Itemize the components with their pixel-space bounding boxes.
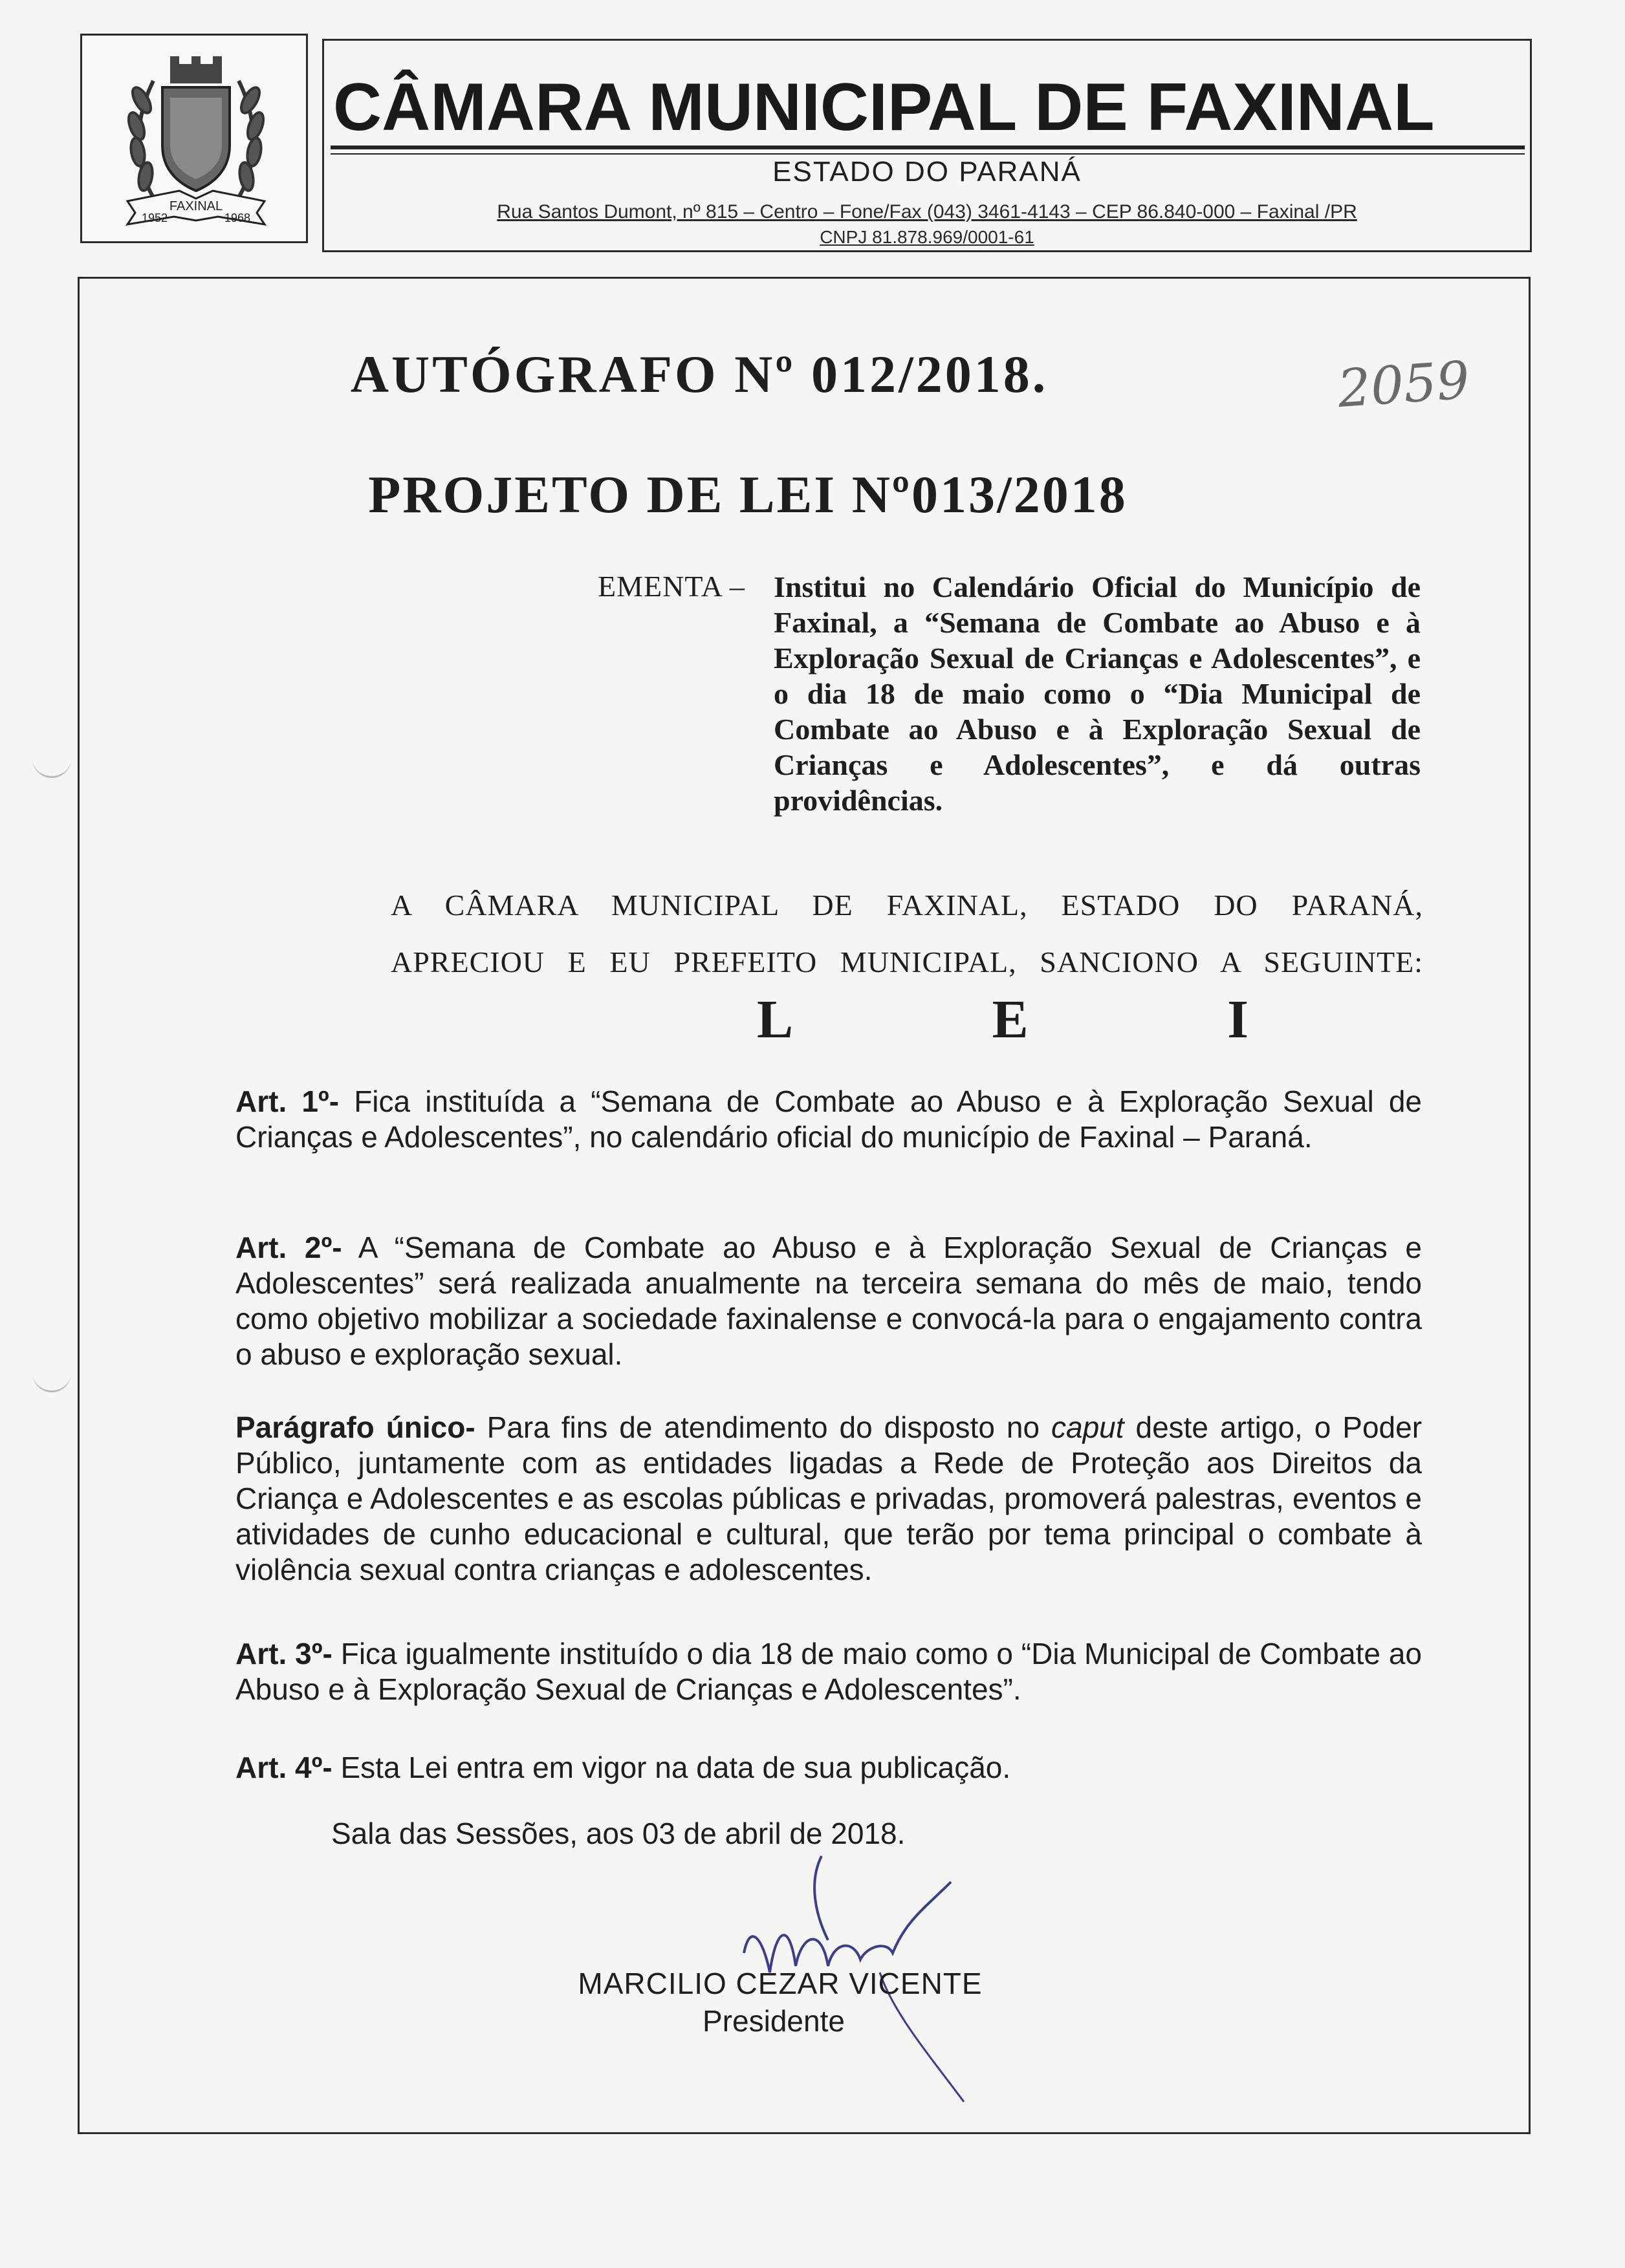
article-label: Art. 4º- — [235, 1751, 333, 1784]
punch-hole-mark — [32, 750, 71, 778]
signer-role: Presidente — [703, 2004, 845, 2038]
article-2 — [235, 1230, 1422, 1372]
coat-of-arms-logo — [108, 55, 284, 230]
preamble-line-2: APRECIOU E EU PREFEITO MUNICIPAL, SANCIONO A SEGUINTE: — [391, 945, 1423, 978]
preamble — [391, 877, 1423, 991]
letterhead-rule — [331, 146, 1525, 149]
ementa-label: EMENTA – — [598, 570, 745, 603]
article-label: Art. 2º- — [235, 1231, 342, 1264]
preamble-line-1: A CÂMARA MUNICIPAL DE FAXINAL, ESTADO DO PARANÁ, — [391, 889, 1423, 922]
paragrafo-caput: caput — [1051, 1410, 1124, 1444]
lei-letter: I — [1227, 989, 1249, 1050]
letterhead-rule-thin — [331, 153, 1525, 155]
letterhead-address: Rua Santos Dumont, nº 815 – Centro – Fone/Fax (043) 3461-4143 – CEP 86.840-000 – Faxinal /PR — [497, 201, 1357, 222]
lei-letter: L — [757, 989, 794, 1050]
letterhead-cnpj: CNPJ 81.878.969/0001-61 — [820, 227, 1034, 247]
logo-year-left: 1952 — [141, 211, 168, 224]
logo-ribbon-text: FAXINAL — [169, 199, 223, 213]
punch-hole-mark — [32, 1365, 71, 1392]
session-date: Sala das Sessões, aos 03 de abril de 2018. — [331, 1817, 906, 1850]
lei-letter: E — [992, 989, 1029, 1050]
letterhead-title: CÂMARA MUNICIPAL DE FAXINAL — [333, 70, 1435, 145]
ementa-text: Institui no Calendário Oficial do Município de Faxinal, a “Semana de Combate ao Abuso e à Exploração Sexual de Crianças e Adolescentes”, e o dia 18 de maio como o “Dia Municipal de Combate ao Abuso e à Exploração Sexual de Crianças e Adolescentes”, e dá outras providências. — [774, 570, 1421, 817]
article-4 — [235, 1750, 1422, 1786]
article-1 — [235, 1084, 1422, 1155]
coat-of-arms-box — [80, 34, 308, 243]
article-label: Art. 3º- — [235, 1637, 333, 1670]
article-text: Esta Lei entra em vigor na data de sua publicação. — [340, 1751, 1011, 1784]
article-3 — [235, 1636, 1422, 1707]
paragrafo-unico — [235, 1410, 1422, 1588]
paragrafo-text-after: deste artigo, o Poder Público, juntamente com as entidades ligadas a Rede de Proteção aos Direitos da Criança e Adolescentes e as escolas públicas e privadas, promoverá palestras, eventos e atividades de cunho educacional e cultural, que terão por tema principal o combate à violência sexual contra crianças e adolescentes. — [235, 1410, 1423, 1586]
paragrafo-text-before: Para fins de atendimento do disposto no — [486, 1410, 1040, 1444]
article-text: A “Semana de Combate ao Abuso e à Exploração Sexual de Crianças e Adolescentes” será realizada anualmente na terceira semana do mês de maio, tendo como objetivo mobilizar a sociedade faxinalense e convocá-la para o engajamento contra o abuso e exploração sexual. — [235, 1231, 1422, 1371]
autografo-title: AUTÓGRAFO Nº 012/2018. — [350, 345, 1049, 404]
logo-year-right: 1968 — [224, 211, 251, 224]
article-label: Art. 1º- — [235, 1085, 340, 1118]
paragrafo-label: Parágrafo único- — [235, 1410, 475, 1444]
lei-heading — [757, 988, 1249, 1051]
article-text: Fica instituída a “Semana de Combate ao Abuso e à Exploração Sexual de Crianças e Adolescentes”, no calendário oficial do município de Faxinal – Paraná. — [235, 1085, 1423, 1154]
letterhead — [322, 39, 1532, 252]
handwritten-number: 2059 — [1336, 350, 1472, 419]
projeto-title: PROJETO DE LEI Nº013/2018 — [368, 465, 1128, 524]
article-text: Fica igualmente instituído o dia 18 de maio como o “Dia Municipal de Combate ao Abuso e à Exploração Sexual de Crianças e Adolescentes”. — [235, 1637, 1423, 1706]
letterhead-state: ESTADO DO PARANÁ — [772, 156, 1082, 188]
signer-name: MARCILIO CEZAR VICENTE — [578, 1967, 983, 2000]
